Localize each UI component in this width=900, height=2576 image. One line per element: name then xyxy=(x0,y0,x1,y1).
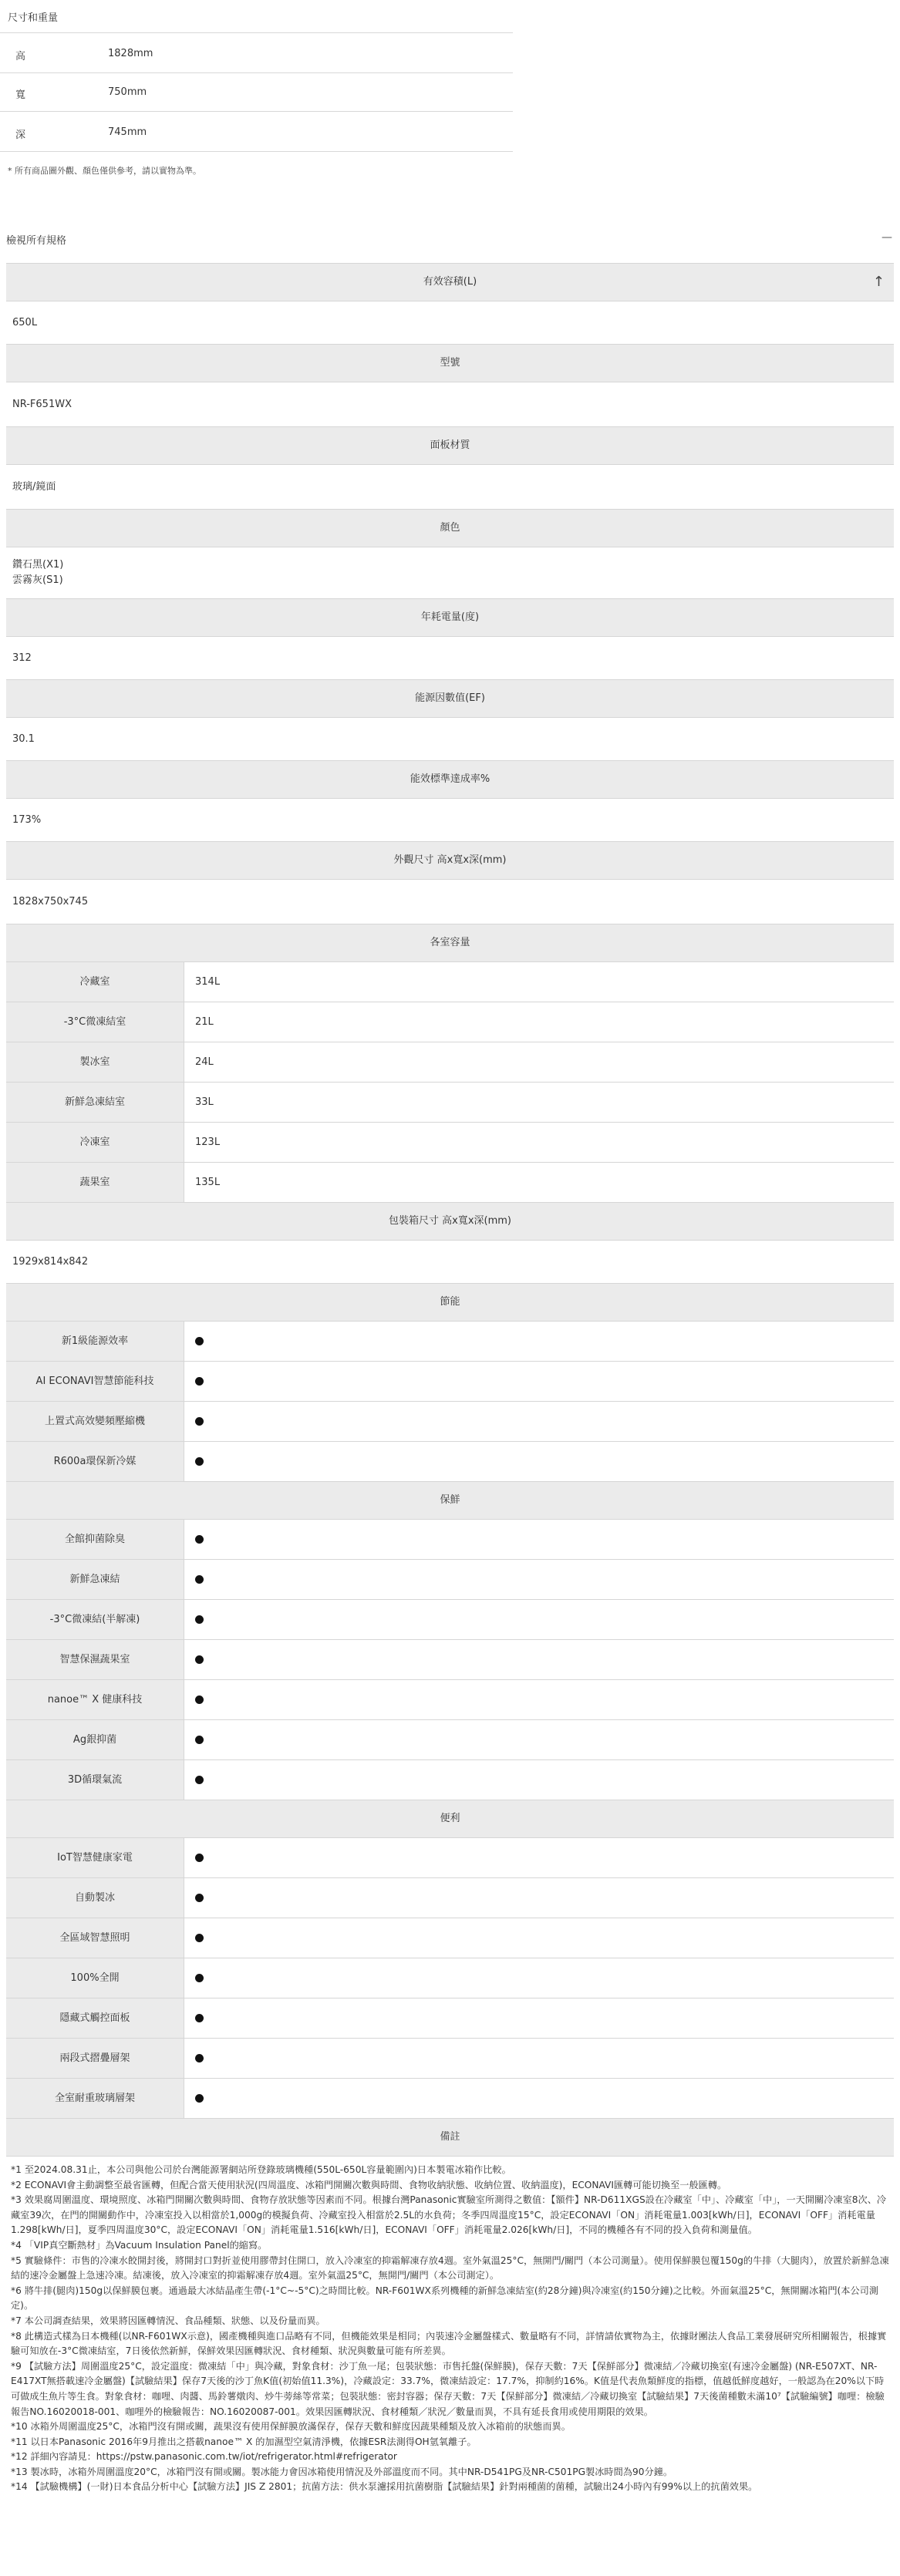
spec-header-label: 保鮮 xyxy=(440,1494,460,1506)
remark-link-line[interactable]: *12 詳細內容請見：https://pstw.panasonic.com.tw/iot/refrigerator.html#refrigerator xyxy=(11,2451,397,2463)
table-row xyxy=(6,1760,894,1800)
spec-header-label: 顏色 xyxy=(440,522,460,534)
spec-header-label: 型號 xyxy=(440,357,460,369)
spec-header-compartments xyxy=(6,924,894,962)
table-row xyxy=(6,1640,894,1680)
spec-value-external-size xyxy=(6,880,894,924)
arrow-up-icon[interactable]: ↑ xyxy=(872,274,885,290)
feature-value xyxy=(184,1520,894,1559)
feature-label: 新鮮急凍結 xyxy=(6,1560,184,1599)
spec-header-label: 能源因數值(EF) xyxy=(415,692,485,704)
spec-value-text: 173% xyxy=(12,813,42,826)
dimension-label-width: 寬 xyxy=(15,89,26,101)
feature-label: 100%全開 xyxy=(6,1958,184,1998)
table-row xyxy=(6,1918,894,1958)
spec-value-text: 650L xyxy=(12,316,38,328)
table-row xyxy=(6,1560,894,1600)
feature-label: 3D循環氣流 xyxy=(6,1760,184,1800)
feature-value xyxy=(184,1362,894,1401)
remark-line: *10 冰箱外周圍溫度25°C，冰箱門沒有開或關，蔬果沒有使用保鮮膜放滿保存，保存天數和鮮度因蔬果種類及放入冰箱前的狀態而異。 xyxy=(11,2421,571,2433)
divider xyxy=(0,151,513,152)
remark-line: *2 ECONAVI會主動調整至最省匯轉，但配合當天使用狀況(四周溫度、冰箱門開關次數與時間、食物收納狀態、收納位置、收納溫度)，ECONAVI匯轉可能切換至一般匯轉。 xyxy=(11,2179,727,2190)
feature-value xyxy=(184,1402,894,1441)
remark-line: *4 「VIP真空斷熱材」為Vacuum Insulation Panel的縮寫。 xyxy=(11,2239,268,2251)
spec-value-text: 鑽石黑(X1) xyxy=(12,559,64,571)
spec-value-text: 1929x814x842 xyxy=(12,1255,89,1268)
feature-value xyxy=(184,1560,894,1599)
bullet-dot-icon xyxy=(195,1377,204,1386)
spec-header-label: 各室容量 xyxy=(430,937,470,948)
spec-header-preservation xyxy=(6,1481,894,1520)
divider xyxy=(0,32,513,33)
feature-value xyxy=(184,1640,894,1679)
divider xyxy=(0,111,513,112)
spec-value-efficiency-rate xyxy=(6,799,894,841)
spec-value-text: 30.1 xyxy=(12,732,35,745)
table-row xyxy=(6,1999,894,2039)
all-specs-title[interactable]: 檢視所有規格 xyxy=(6,235,67,247)
remark-line: *7 本公司調查結果，效果將因匯轉情況、食品種類、狀態、以及份量而異。 xyxy=(11,2315,325,2326)
feature-label: 新1級能源效率 xyxy=(6,1322,184,1361)
spec-value-text: 1828x750x745 xyxy=(12,895,89,907)
feature-value xyxy=(184,2079,894,2118)
feature-value xyxy=(184,1680,894,1719)
bullet-dot-icon xyxy=(195,1974,204,1982)
spec-header-label: 包裝箱尺寸 高x寬x深(mm) xyxy=(389,1215,511,1227)
feature-value xyxy=(184,1918,894,1958)
feature-label: 全室耐重玻璃層架 xyxy=(6,2079,184,2118)
table-row xyxy=(6,1680,894,1720)
feature-label: 隱藏式觸控面板 xyxy=(6,1999,184,2038)
spec-header-label: 備註 xyxy=(440,2131,460,2143)
bullet-dot-icon xyxy=(195,1655,204,1664)
compartment-label: 蔬果室 xyxy=(6,1163,184,1202)
table-row xyxy=(6,1083,894,1123)
feature-label: IoT智慧健康家電 xyxy=(6,1838,184,1877)
bullet-dot-icon xyxy=(195,1736,204,1744)
table-row xyxy=(6,1720,894,1760)
spec-header-annual-power xyxy=(6,598,894,637)
spec-value-color xyxy=(6,547,894,598)
table-row xyxy=(6,1322,894,1362)
spec-value-text: NR-F651WX xyxy=(12,398,72,410)
remarks-notes xyxy=(6,2157,894,2495)
compartment-label: 冷凍室 xyxy=(6,1123,184,1162)
feature-value xyxy=(184,1600,894,1639)
spec-table xyxy=(6,263,894,2495)
bullet-dot-icon xyxy=(195,1575,204,1584)
bullet-dot-icon xyxy=(195,1776,204,1784)
spec-header-label: 面板材質 xyxy=(430,439,470,451)
table-row xyxy=(6,1362,894,1402)
table-row xyxy=(6,2079,894,2118)
feature-label: R600a環保新冷媒 xyxy=(6,1442,184,1481)
spec-header-label: 便利 xyxy=(440,1813,460,1824)
bullet-dot-icon xyxy=(195,2014,204,2022)
spec-header-energy-saving xyxy=(6,1283,894,1322)
bullet-dot-icon xyxy=(195,1894,204,1902)
minus-icon[interactable]: — xyxy=(881,231,892,244)
spec-header-package-size xyxy=(6,1202,894,1241)
feature-value xyxy=(184,1838,894,1877)
dimensions-title: 尺寸和重量 xyxy=(8,12,59,24)
feature-label: 全區域智慧照明 xyxy=(6,1918,184,1958)
spec-value-capacity xyxy=(6,301,894,344)
dimension-value-height: 1828mm xyxy=(108,48,153,59)
remark-line: *1 至2024.08.31止，本公司與他公司於台灣能源署網站所登錄玻璃機種(550L-650L容量範圍內)日本製電冰箱作比較。 xyxy=(11,2164,511,2175)
bullet-dot-icon xyxy=(195,1695,204,1704)
spec-header-label: 外觀尺寸 高x寬x深(mm) xyxy=(393,854,507,866)
remark-line: *8 此構造式樣為日本機種(以NR-F601WX示意)，國產機種與進口品略有不同，但機能效果是相同；內裝速冷金屬盤樣式、數量略有不同，詳情請依實物為主，依據財團法人食品工業發展研究所相關報告，根據實驗可知放在-3°C微凍結室，7日後依然新鮮，保鮮效果因匯轉狀況、食材種類、狀況與數量可能有所差異。 xyxy=(11,2330,887,2357)
compartment-label: 製冰室 xyxy=(6,1042,184,1082)
compartment-value: 24L xyxy=(195,1056,214,1068)
dimension-label-depth: 深 xyxy=(15,130,26,141)
divider xyxy=(0,72,513,73)
feature-label: 上置式高效變頻壓縮機 xyxy=(6,1402,184,1441)
table-row xyxy=(6,1402,894,1442)
feature-label: Ag銀抑菌 xyxy=(6,1720,184,1759)
table-row xyxy=(6,962,894,1002)
spec-header-color xyxy=(6,509,894,547)
feature-label: 兩段式摺疊層架 xyxy=(6,2039,184,2078)
bullet-dot-icon xyxy=(195,2094,204,2103)
table-row xyxy=(6,1123,894,1163)
spec-header-model xyxy=(6,344,894,382)
table-row xyxy=(6,1520,894,1560)
spec-header-remarks xyxy=(6,2118,894,2157)
spec-header-label: 年耗電量(度) xyxy=(420,611,480,623)
feature-value xyxy=(184,1958,894,1998)
remark-line: *11 以日本Panasonic 2016年9月推出之搭載nanoe™ X 的加濕型空氣清淨機，依據ESR法測得OH氫氧離子。 xyxy=(11,2436,477,2447)
compartment-value: 314L xyxy=(195,976,221,988)
bullet-dot-icon xyxy=(195,1934,204,1942)
feature-value xyxy=(184,1720,894,1759)
table-row xyxy=(6,1878,894,1918)
table-row xyxy=(6,1002,894,1042)
spec-value-text: 312 xyxy=(12,652,32,664)
table-row xyxy=(6,1042,894,1083)
spec-header-label: 能效標準達成率% xyxy=(410,773,490,785)
compartment-label: 新鮮急凍結室 xyxy=(6,1083,184,1122)
spec-header-convenience xyxy=(6,1800,894,1838)
spec-value-annual-power xyxy=(6,637,894,679)
feature-value xyxy=(184,2039,894,2078)
feature-label: nanoe™ X 健康科技 xyxy=(6,1680,184,1719)
spec-value-text: 玻璃/鏡面 xyxy=(12,480,56,493)
spec-value-text: 雲霧灰(S1) xyxy=(12,574,63,586)
bullet-dot-icon xyxy=(195,1854,204,1862)
compartment-value: 135L xyxy=(195,1177,221,1188)
bullet-dot-icon xyxy=(195,1337,204,1345)
remark-line: *14 【試驗機構】(一財)日本食品分析中心【試驗方法】JIS Z 2801；抗菌方法：供水泵濾採用抗菌樹脂【試驗結果】針對兩種菌的菌種，試驗出24小時內有99%以上的抗菌效果。 xyxy=(11,2481,758,2493)
remark-line: *13 製冰時，冰箱外周圍溫度20°C，冰箱門沒有開或關。製冰能力會因冰箱使用情況及外部溫度而不同。其中NR-D541PG及NR-C501PG製冰時間為90分鐘。 xyxy=(11,2466,673,2477)
feature-label: -3°C微凍結(半解凍) xyxy=(6,1600,184,1639)
feature-value xyxy=(184,1760,894,1800)
compartment-value: 33L xyxy=(195,1096,214,1108)
feature-label: 全館抑菌除臭 xyxy=(6,1520,184,1559)
spec-value-package-size xyxy=(6,1241,894,1283)
bullet-dot-icon xyxy=(195,1615,204,1624)
spec-header-label: 節能 xyxy=(440,1296,460,1308)
compartment-value: 123L xyxy=(195,1136,221,1148)
table-row xyxy=(6,1442,894,1481)
remark-line: *5 實驗條件：市售的冷凍水餃開封後，將開封口對折並使用膠帶封住開口，放入冷凍室的抑霜解凍存放4週。室外氣溫25°C，無開門/關門（本公司測量）。使用保鮮膜包覆150g的牛排（大腿肉），放置於新鮮急凍結的速冷金屬盤上急速冷凍。結凍後，放入冷凍室的抑霜解凍存放4週。室外氣溫25°C，無開門/關門（本公司測定）。 xyxy=(11,2254,889,2281)
feature-label: 智慧保濕蔬果室 xyxy=(6,1640,184,1679)
feature-value xyxy=(184,1999,894,2038)
dimensions-note: * 所有商品圖外觀、顏色僅供參考，請以實物為準。 xyxy=(8,166,201,176)
remark-line: *6 將牛排(腿肉)150g以保鮮膜包裹。通過最大冰結晶產生帶(-1°C~-5°C)之時間比較。NR-F601WX系列機種的新鮮急凍結室(約28分鐘)與冷凍室(約150分鐘)之比較。外面氣溫25°C，無開關冰箱門(本公司測定)。 xyxy=(11,2285,879,2312)
bullet-dot-icon xyxy=(195,1535,204,1544)
spec-header-label: 有效容積(L) xyxy=(423,276,477,288)
dimension-value-width: 750mm xyxy=(108,86,147,98)
remark-line: *3 效果腐周圍溫度、環境照度、冰箱門開關次數與時間、食物存放狀態等因素而不同。根據台灣Panasonic實驗室所測得之數值：【額件】NR-D611XGS設在冷藏室「中」、冷藏室「中」，一天開關冷凍室8次、冷藏室39次，在門的開關動作中，冷凍室投入以相當於1,000g的模擬負荷、冷藏室投入相當於2.5L的水負荷；冬季四周溫度15°C，設定ECONAVI「ON」消耗電量1.003[kWh/日]，ECONAVI「OFF」消耗電量1.298[kWh/日]，夏季四周溫度30°C，設定ECONAVI「ON」消耗電量1.516[kWh/日]，ECONAVI「OFF」消耗電量2.026[kWh/日]，不同的機種各有不同的投入負荷和測量值。 xyxy=(11,2194,887,2236)
feature-value xyxy=(184,1322,894,1361)
feature-value xyxy=(184,1878,894,1918)
bullet-dot-icon xyxy=(195,1417,204,1426)
spec-header-capacity xyxy=(6,263,894,301)
spec-header-external-size xyxy=(6,841,894,880)
table-row xyxy=(6,1163,894,1202)
compartment-label: 冷藏室 xyxy=(6,962,184,1002)
compartment-label: -3°C微凍結室 xyxy=(6,1002,184,1042)
bullet-dot-icon xyxy=(195,1457,204,1466)
feature-label: AI ECONAVI智慧節能科技 xyxy=(6,1362,184,1401)
feature-value xyxy=(184,1442,894,1481)
spec-header-efficiency-rate xyxy=(6,760,894,799)
spec-header-panel-material xyxy=(6,426,894,465)
compartment-value: 21L xyxy=(195,1016,214,1028)
remark-line: *9 【試驗方法】周圍溫度25°C，設定溫度：微凍結「中」與冷藏，對象食材：沙丁魚一尾；包裝狀態：市售托盤(保鮮膜)，保存天數：7天【保鮮部分】微凍結／冷藏切換室(有速冷金屬盤) (NR-E507XT、NR-E417XT無搭載速冷金屬盤)【試驗結果】保存7天後的沙丁魚K值(初始值11.3%)，冷藏設定：33.7%，微凍結設定：17.7%，抑制約16%。K值是代表魚類鮮度的指標，值越低鮮度越好，一般認為在20%以下時可做成生魚片等生食。對象食材：咖哩、肉醬、馬鈴薯燉肉、炒牛蒡絲等常菜；包裝狀態：密封容器；保存天數：7天【保鮮部分】微凍結／冷藏切換室【試驗結果】7天後菌種數未滿10⁷【試驗編號】咖哩：檢驗報告NO.16020018-001、咖哩外的檢驗報告：NO.16020087-001。效果因匯轉狀況、食材種類／狀況／數量而異，不具有延長食用或使用期限的效果。 xyxy=(11,2360,885,2417)
table-row xyxy=(6,2039,894,2079)
table-row xyxy=(6,1838,894,1878)
spec-value-model xyxy=(6,382,894,426)
feature-label: 自動製冰 xyxy=(6,1878,184,1918)
spec-value-panel-material xyxy=(6,465,894,509)
table-row xyxy=(6,1958,894,1999)
bullet-dot-icon xyxy=(195,2054,204,2062)
dimension-label-height: 高 xyxy=(15,51,26,62)
spec-value-energy-factor xyxy=(6,718,894,760)
table-row xyxy=(6,1600,894,1640)
spec-header-energy-factor xyxy=(6,679,894,718)
dimension-value-depth: 745mm xyxy=(108,126,147,138)
